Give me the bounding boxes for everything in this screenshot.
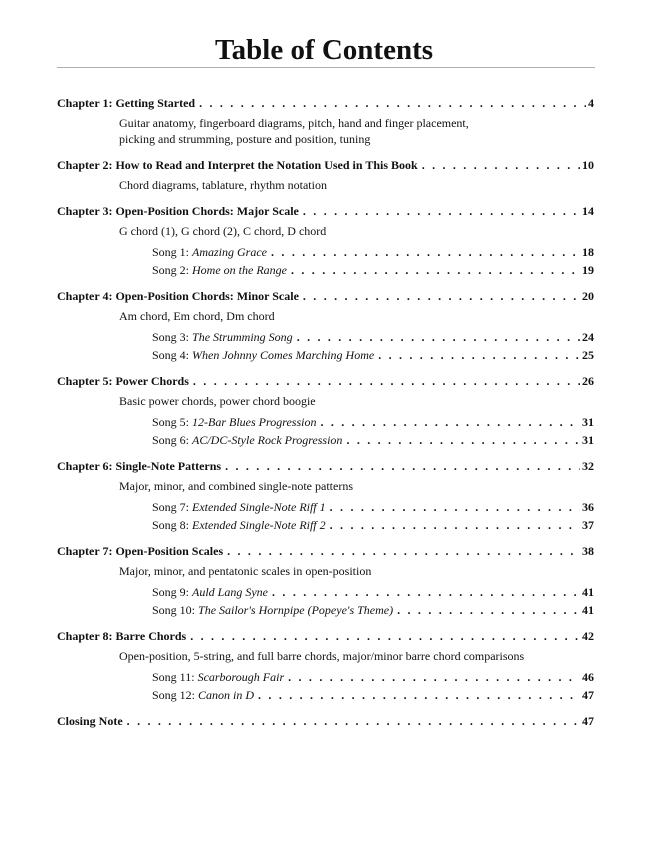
song-number: Song 2: xyxy=(152,263,190,277)
dot-leader xyxy=(378,347,580,363)
chapter-title: Chapter 5: Power Chords xyxy=(57,374,189,388)
song-line[interactable] xyxy=(57,584,594,600)
song-number: Song 5: xyxy=(152,415,190,429)
dot-leader xyxy=(225,458,580,474)
chapter-title: Closing Note xyxy=(57,714,123,728)
dot-leader xyxy=(320,414,580,430)
description-line: Major, minor, and combined single-note patterns xyxy=(119,479,353,493)
song-name: Extended Single-Note Riff 1 xyxy=(192,500,326,514)
chapter-line[interactable] xyxy=(57,373,594,389)
toc-entry xyxy=(57,157,594,193)
description-line: Am chord, Em chord, Dm chord xyxy=(119,309,275,323)
song-line[interactable] xyxy=(57,414,594,430)
chapter-title: Chapter 4: Open-Position Chords: Minor Scale xyxy=(57,289,299,303)
song-list xyxy=(57,499,594,533)
toc-entry xyxy=(57,543,594,618)
chapter-title: Chapter 1: Getting Started xyxy=(57,96,196,110)
page-number: 24 xyxy=(582,330,594,344)
chapter-line[interactable] xyxy=(57,628,594,644)
chapter-line[interactable] xyxy=(57,458,594,474)
song-title xyxy=(152,347,374,363)
dot-leader xyxy=(190,628,580,644)
song-name: Canon in D xyxy=(198,688,255,702)
song-line[interactable] xyxy=(57,329,594,345)
song-name: Amazing Grace xyxy=(192,245,268,259)
song-number: Song 11: xyxy=(152,670,195,684)
dot-leader xyxy=(193,373,580,389)
song-title xyxy=(152,584,268,600)
song-name: The Strumming Song xyxy=(192,330,293,344)
description-line: Open-position, 5-string, and full barre chords, major/minor barre chord comparisons xyxy=(119,649,525,663)
page-number: 26 xyxy=(582,374,594,388)
song-list xyxy=(57,584,594,618)
song-title xyxy=(152,262,287,278)
chapter-description xyxy=(57,308,594,324)
toc-entry xyxy=(57,628,594,703)
page-number: 19 xyxy=(582,263,594,277)
chapter-title: Chapter 7: Open-Position Scales xyxy=(57,544,224,558)
song-title xyxy=(152,432,342,448)
chapter-description xyxy=(57,115,594,147)
chapter-line[interactable] xyxy=(57,713,594,729)
title-divider xyxy=(57,67,595,68)
dot-leader xyxy=(288,669,580,685)
song-number: Song 8: xyxy=(152,518,190,532)
description-line: Basic power chords, power chord boogie xyxy=(119,394,316,408)
song-name: Scarborough Fair xyxy=(197,670,285,684)
song-number: Song 9: xyxy=(152,585,190,599)
page-number: 10 xyxy=(582,158,594,172)
song-number: Song 1: xyxy=(152,245,190,259)
page-number: 31 xyxy=(582,433,594,447)
chapter-description xyxy=(57,648,594,664)
dot-leader xyxy=(258,687,580,703)
toc-list xyxy=(57,95,594,739)
song-line[interactable] xyxy=(57,347,594,363)
song-number: Song 7: xyxy=(152,500,190,514)
song-name: 12-Bar Blues Progression xyxy=(192,415,317,429)
song-line[interactable] xyxy=(57,432,594,448)
song-number: Song 4: xyxy=(152,348,190,362)
chapter-title: Chapter 2: How to Read and Interpret the Notation Used in This Book xyxy=(57,158,418,172)
song-number: Song 3: xyxy=(152,330,190,344)
page-number: 47 xyxy=(582,714,594,728)
song-title xyxy=(152,499,326,515)
song-name: The Sailor's Hornpipe (Popeye's Theme) xyxy=(198,603,394,617)
dot-leader xyxy=(291,262,580,278)
song-list xyxy=(57,414,594,448)
chapter-title: Chapter 3: Open-Position Chords: Major Scale xyxy=(57,204,299,218)
toc-entry xyxy=(57,203,594,278)
description-line: Chord diagrams, tablature, rhythm notation xyxy=(119,178,327,192)
chapter-line[interactable] xyxy=(57,543,594,559)
toc-entry xyxy=(57,288,594,363)
page-number: 31 xyxy=(582,415,594,429)
page-number: 41 xyxy=(582,585,594,599)
dot-leader xyxy=(199,95,586,111)
page-number: 18 xyxy=(582,245,594,259)
page-number: 38 xyxy=(582,544,594,558)
chapter-title: Chapter 8: Barre Chords xyxy=(57,629,187,643)
page-number: 32 xyxy=(582,459,594,473)
song-line[interactable] xyxy=(57,499,594,515)
song-title xyxy=(152,517,326,533)
description-line: G chord (1), G chord (2), C chord, D chord xyxy=(119,224,327,238)
song-line[interactable] xyxy=(57,262,594,278)
song-line[interactable] xyxy=(57,244,594,260)
page-number: 14 xyxy=(582,204,594,218)
chapter-description xyxy=(57,478,594,494)
page-number: 4 xyxy=(588,96,594,110)
chapter-description xyxy=(57,563,594,579)
song-number: Song 6: xyxy=(152,433,190,447)
dot-leader xyxy=(303,203,580,219)
chapter-title: Chapter 6: Single-Note Patterns xyxy=(57,459,222,473)
song-title xyxy=(152,687,254,703)
chapter-line[interactable] xyxy=(57,288,594,304)
dot-leader xyxy=(346,432,580,448)
toc-entry xyxy=(57,373,594,448)
page-number: 41 xyxy=(582,603,594,617)
dot-leader xyxy=(271,244,580,260)
toc-entry xyxy=(57,95,594,147)
song-list xyxy=(57,329,594,363)
dot-leader xyxy=(330,499,580,515)
page-number: 37 xyxy=(582,518,594,532)
toc-entry xyxy=(57,713,594,729)
description-line: Guitar anatomy, fingerboard diagrams, pitch, hand and finger placement, xyxy=(119,116,469,130)
dot-leader xyxy=(272,584,580,600)
page-title: Table of Contents xyxy=(214,34,434,66)
description-line: picking and strumming, posture and position, tuning xyxy=(119,132,371,146)
dot-leader xyxy=(127,713,580,729)
song-name: When Johnny Comes Marching Home xyxy=(192,348,375,362)
dot-leader xyxy=(422,157,580,173)
song-name: Auld Lang Syne xyxy=(192,585,269,599)
dot-leader xyxy=(330,517,580,533)
song-name: Home on the Range xyxy=(192,263,287,277)
chapter-description xyxy=(57,177,594,193)
song-number: Song 10: xyxy=(152,603,196,617)
song-title xyxy=(152,602,393,618)
chapter-line[interactable] xyxy=(57,157,594,173)
dot-leader xyxy=(227,543,580,559)
song-list xyxy=(57,244,594,278)
dot-leader xyxy=(303,288,580,304)
dot-leader xyxy=(297,329,580,345)
description-line: Major, minor, and pentatonic scales in open-position xyxy=(119,564,372,578)
dot-leader xyxy=(397,602,580,618)
page-number: 36 xyxy=(582,500,594,514)
song-line[interactable] xyxy=(57,669,594,685)
song-name: AC/DC-Style Rock Progression xyxy=(192,433,343,447)
toc-entry xyxy=(57,458,594,533)
song-title xyxy=(152,669,284,685)
chapter-line[interactable] xyxy=(57,203,594,219)
page-number: 46 xyxy=(582,670,594,684)
song-number: Song 12: xyxy=(152,688,196,702)
song-title xyxy=(152,244,267,260)
song-title xyxy=(152,414,316,430)
page-number: 25 xyxy=(582,348,594,362)
song-name: Extended Single-Note Riff 2 xyxy=(192,518,326,532)
song-line[interactable] xyxy=(57,687,594,703)
page-number: 47 xyxy=(582,688,594,702)
chapter-line[interactable] xyxy=(57,95,594,111)
song-line[interactable] xyxy=(57,517,594,533)
song-title xyxy=(152,329,293,345)
chapter-description xyxy=(57,393,594,409)
song-line[interactable] xyxy=(57,602,594,618)
page-number: 20 xyxy=(582,289,594,303)
song-list xyxy=(57,669,594,703)
chapter-description xyxy=(57,223,594,239)
page-number: 42 xyxy=(582,629,594,643)
